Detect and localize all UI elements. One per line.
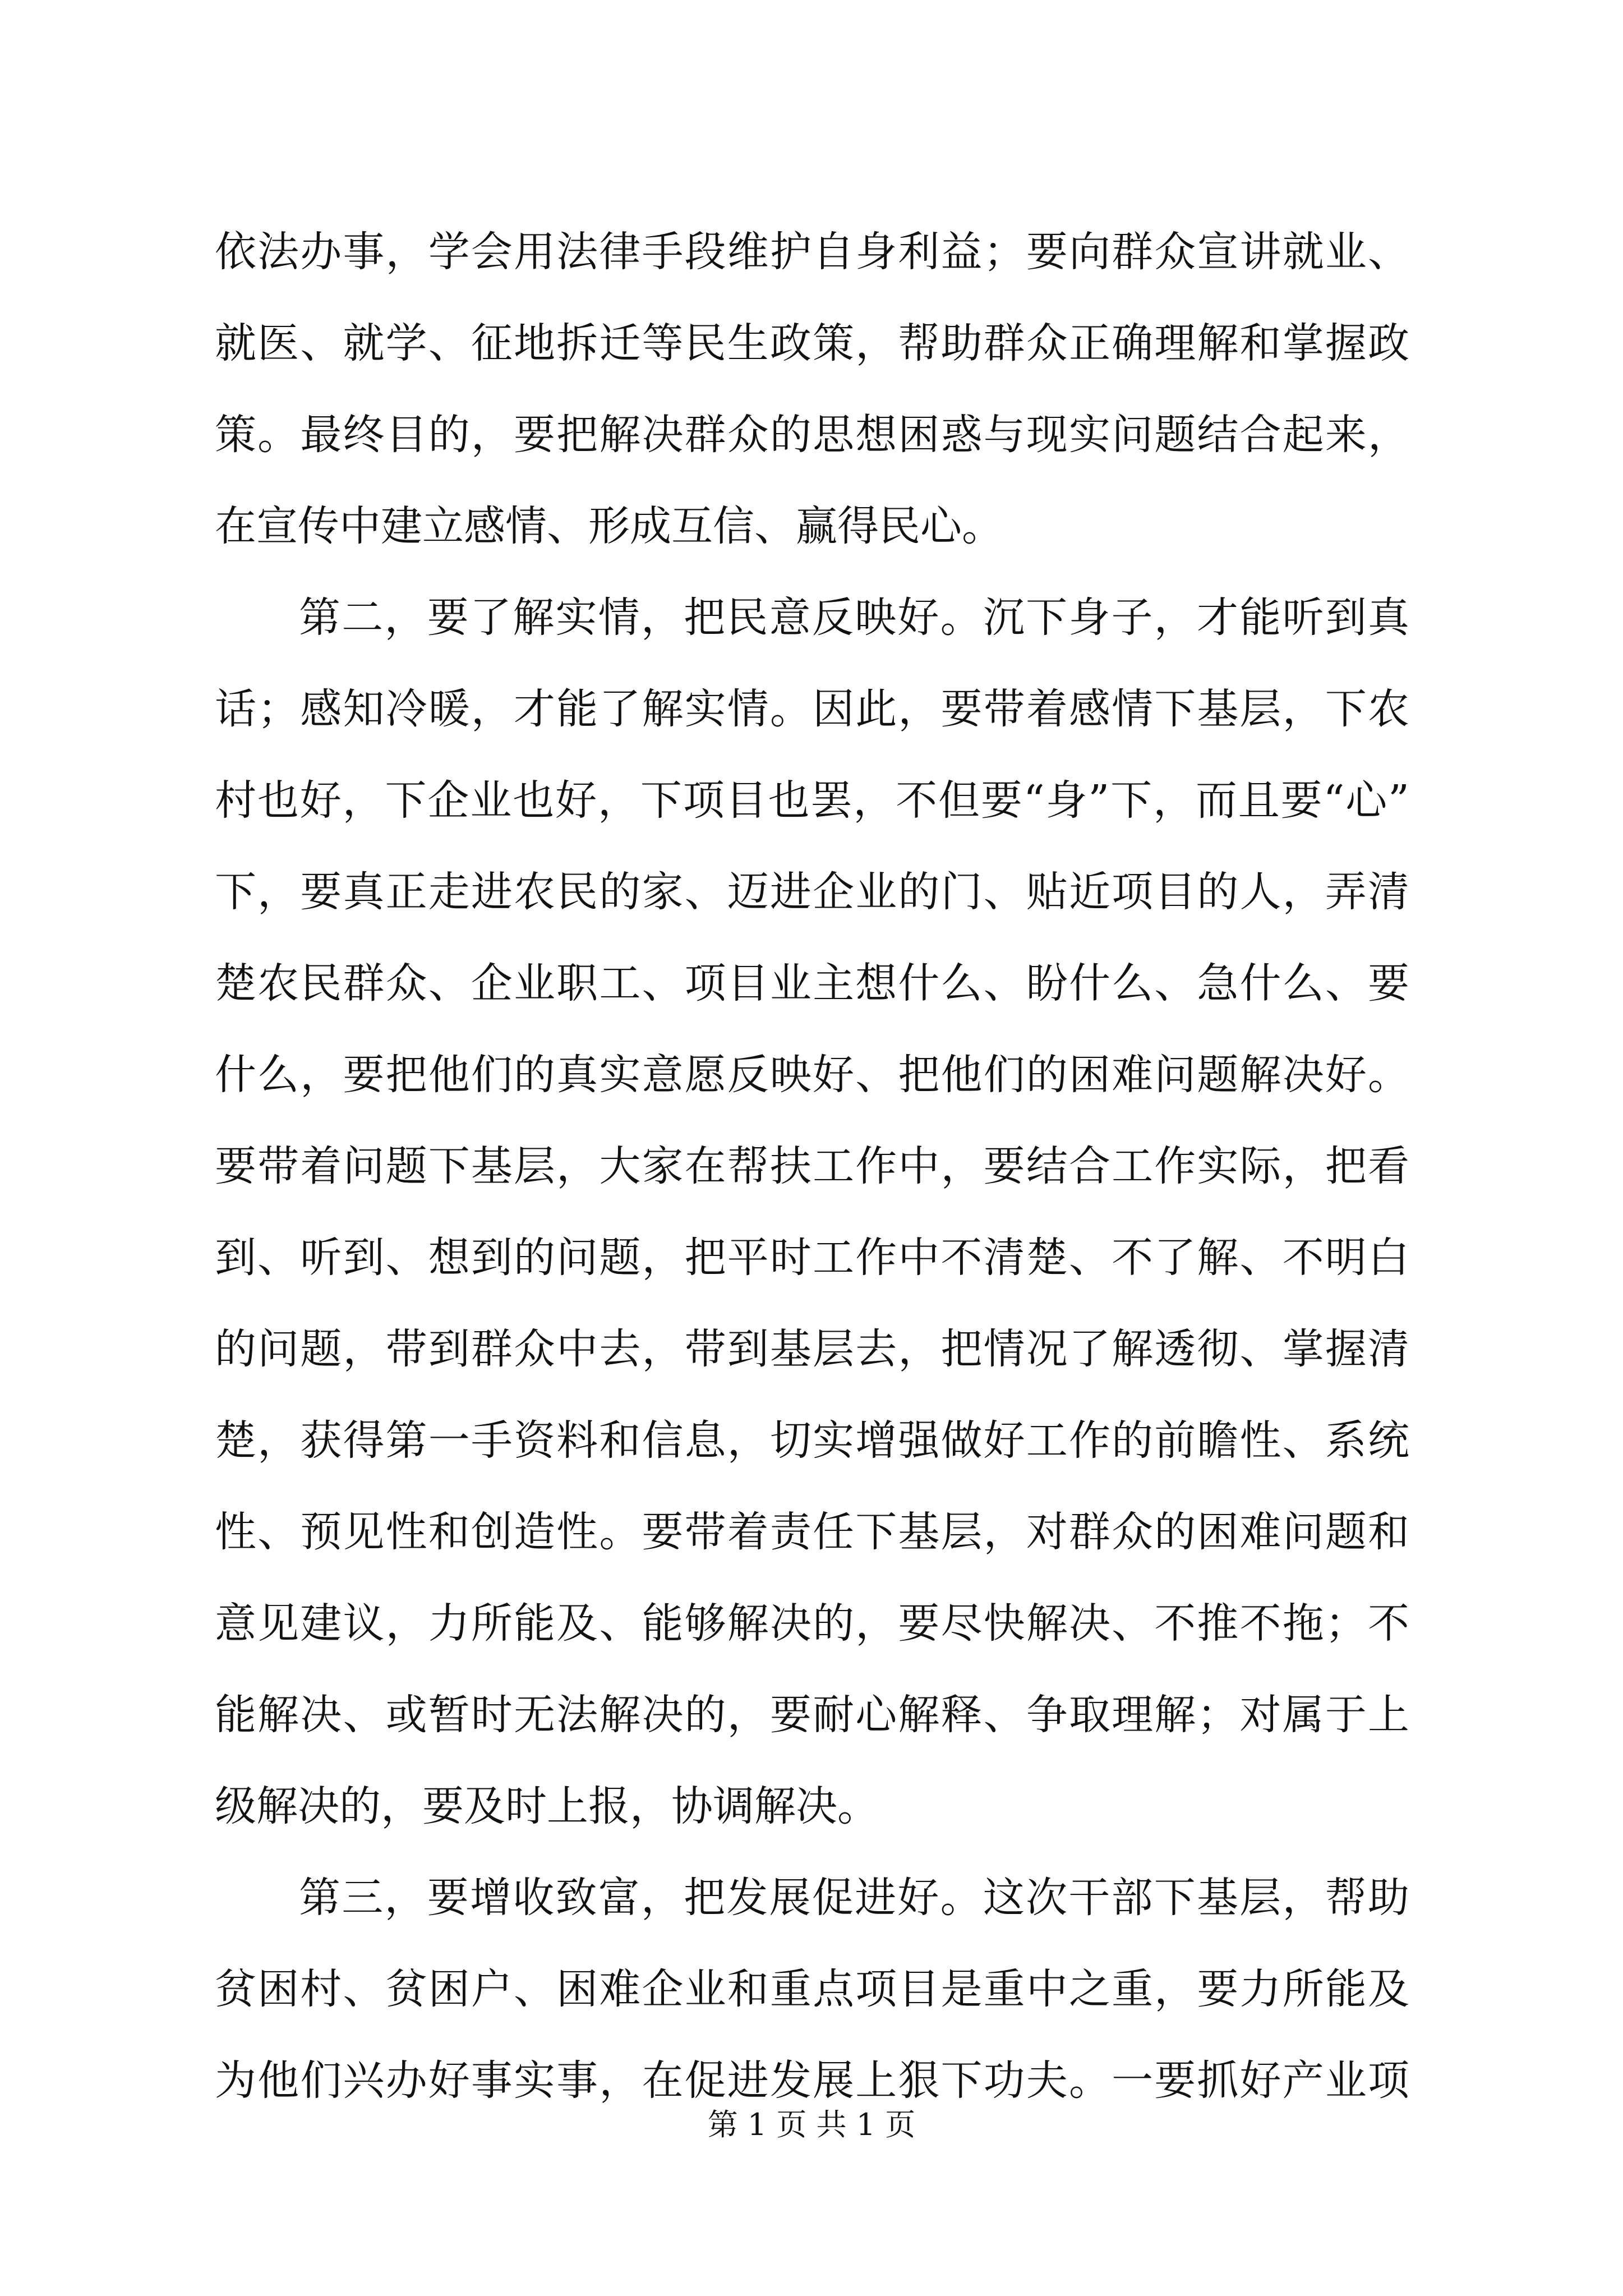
paragraph-start-line: 第二，要了解实情，把民意反映好。沉下身子，才能听到真	[299, 593, 1409, 642]
document-body	[215, 206, 1409, 2127]
body-line: 能解决、或暂时无法解决的，要耐心解释、争取理解；对属于上	[215, 1691, 1409, 1739]
body-line: 要带着问题下基层，大家在帮扶工作中，要结合工作实际，把看	[215, 1142, 1409, 1190]
body-line: 就医、就学、征地拆迁等民生政策，帮助群众正确理解和掌握政	[215, 319, 1409, 367]
body-line: 楚农民群众、企业职工、项目业主想什么、盼什么、急什么、要	[215, 959, 1409, 1007]
body-line: 什么，要把他们的真实意愿反映好、把他们的困难问题解决好。	[215, 1051, 1409, 1099]
body-line: 意见建议，力所能及、能够解决的，要尽快解决、不推不拖；不	[215, 1599, 1409, 1648]
paragraph-start-line: 第三，要增收致富，把发展促进好。这次干部下基层，帮助	[299, 1874, 1409, 1922]
page-footer: 第 1 页 共 1 页	[707, 2107, 916, 2142]
body-line: 性、预见性和创造性。要带着责任下基层，对群众的困难问题和	[215, 1508, 1409, 1556]
body-line: 为他们兴办好事实事，在促进发展上狠下功夫。一要抓好产业项	[215, 2056, 1409, 2105]
body-line: 下，要真正走进农民的家、迈进企业的门、贴近项目的人，弄清	[215, 868, 1409, 916]
body-line: 策。最终目的，要把解决群众的思想困惑与现实问题结合起来，	[215, 411, 1409, 459]
body-line: 的问题，带到群众中去，带到基层去，把情况了解透彻、掌握清	[215, 1325, 1409, 1373]
body-line: 级解决的，要及时上报，协调解决。	[215, 1782, 879, 1830]
body-line: 依法办事，学会用法律手段维护自身利益；要向群众宣讲就业、	[215, 228, 1409, 276]
body-line: 村也好，下企业也好，下项目也罢，不但要“身”下，而且要“心”	[215, 776, 1409, 825]
body-line: 在宣传中建立感情、形成互信、赢得民心。	[215, 502, 1003, 550]
body-line: 楚，获得第一手资料和信息，切实增强做好工作的前瞻性、系统	[215, 1416, 1409, 1465]
body-line: 到、听到、想到的问题，把平时工作中不清楚、不了解、不明白	[215, 1234, 1409, 1282]
body-line: 话；感知冷暖，才能了解实情。因此，要带着感情下基层，下农	[215, 685, 1409, 733]
body-line: 贫困村、贫困户、困难企业和重点项目是重中之重，要力所能及	[215, 1965, 1409, 2013]
